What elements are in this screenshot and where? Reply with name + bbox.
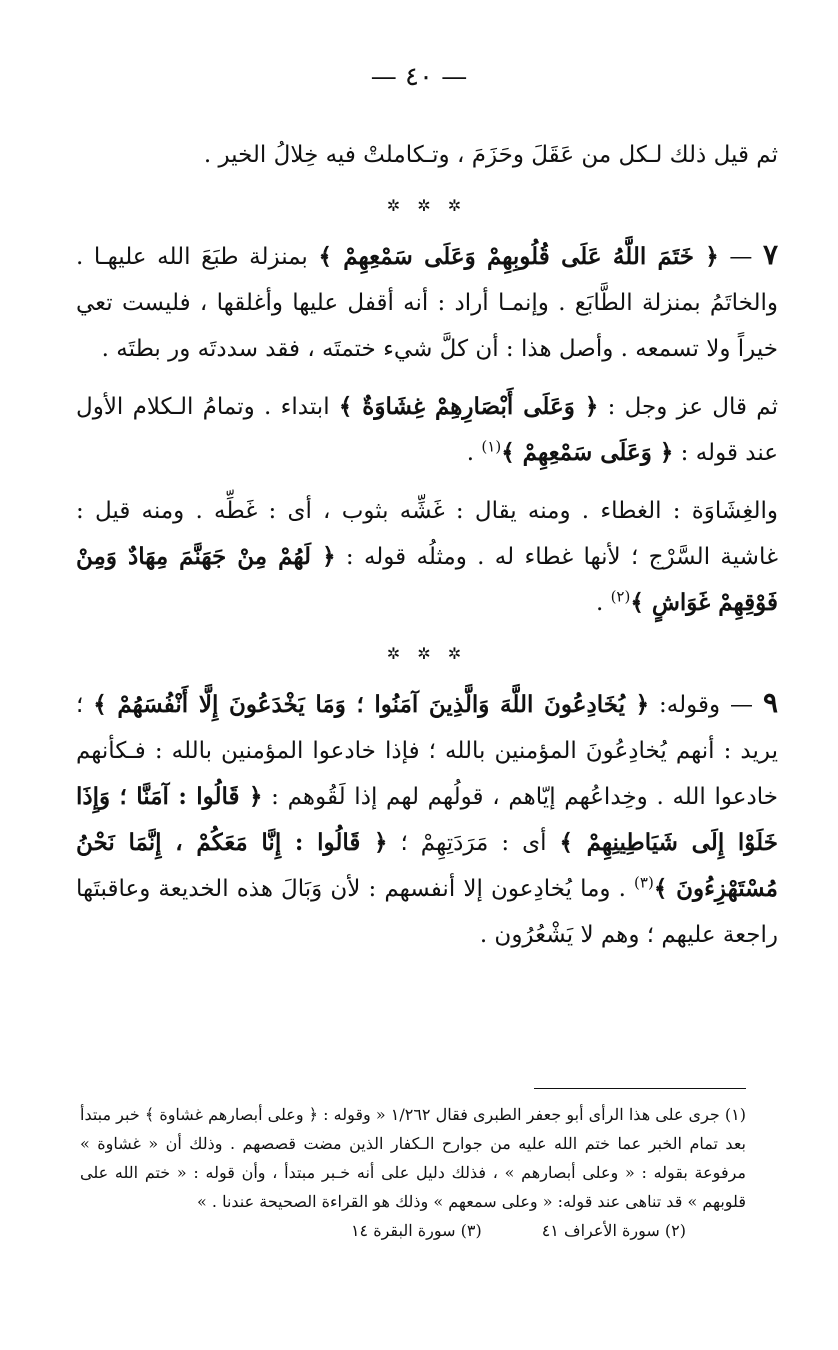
section-9-verse: ﴿ يُخَادِعُونَ اللَّهَ وَالَّذِينَ آمَنُوا ؛ وَمَا يَخْدَعُونَ إِلَّا أَنْفُسَهُمْ ﴾: [93, 691, 650, 718]
section-9-text-3: . وما يُخادِعون إلا أنفسهم : لأن وَبَالَ هذه الخديعة وعاقبتَها راجعة عليهم ؛ وهم لا يَشْعُرُون .: [76, 876, 778, 948]
footnote-2: (٢) سورة الأعراف ٤١: [541, 1221, 686, 1240]
section-7-dash: —: [718, 244, 763, 270]
section-7-verse-4: ﴿ لَهُمْ مِنْ جَهَنَّمَ مِهَادٌ وَمِنْ فَوْقِهِمْ غَوَاشٍ ﴾: [76, 543, 778, 616]
section-7-paragraph-3: [76, 488, 778, 626]
section-separator-2: ✲ ✲ ✲: [386, 644, 468, 663]
footnote-1: (١) جرى على هذا الرأى أبو جعفر الطبرى فقال ١/٢٦٢ « وقوله : ﴿ وعلى أبصارهم غشاوة ﴾ خبر مبتدأ بعد تمام الخبر عما ختم الله عليه من جوارح الـكفار الذين مضت قصصهم . وذلك أن « غشاوة » مرفوعة بقوله : « وعلى أبصارهم » ، فذلك دليل على أنه خـبر مبتدأ ، وأن قوله : « ختم الله على قلوبهم » قد تناهى عند قوله: « وعلى سمعهم » وذلك هو القراءة الصحيحة عندنا . »: [80, 1105, 746, 1211]
section-7-paragraph-1: [76, 232, 778, 372]
section-9-paragraph: [76, 680, 778, 958]
section-9-number: ٩: [762, 686, 779, 719]
section-9-lead: — وقوله:: [649, 692, 763, 718]
footnote-ref-2: (٢): [610, 587, 631, 606]
section-9-verse-2: ﴿ قَالُوا : آمَنَّا ؛ وَإِذَا خَلَوْا إِلَى شَيَاطِينِهِمْ ﴾: [76, 783, 778, 856]
section-7-para2-end: .: [466, 440, 482, 466]
intro-paragraph: ثم قيل ذلك لـكل من عَقَلَ وحَزَمَ ، وتـكاملتْ فيه خِلالُ الخير .: [203, 142, 778, 168]
section-7-verse-2: ﴿ وَعَلَى أَبْصَارِهِمْ غِشَاوَةٌ ﴾: [338, 393, 599, 420]
section-7-para3-end: .: [595, 590, 611, 616]
section-separator: ✲ ✲ ✲: [386, 196, 468, 215]
section-7-verse: ﴿ خَتَمَ اللَّهُ عَلَى قُلُوبِهِمْ وَعَلَى سَمْعِهِمْ ﴾: [318, 243, 719, 270]
section-9-text-2: أى : مَرَدَتِهِمْ ؛: [387, 830, 560, 856]
footnote-refs-row: [80, 1216, 746, 1245]
page-number: — ٤٠ —: [370, 62, 468, 92]
section-9-text-1: ؛ يريد : أنهم يُخادِعُونَ المؤمنين بالله ؛ فإذا خادعوا المؤمنين بالله : فـكأنهم خادعوا الله . وخِداعُهم إيّاهم ، قولُهم لهم إذا لَقُوهم :: [76, 692, 778, 810]
section-7-para2-intro: ثم قال عز وجل :: [598, 394, 778, 420]
main-text: [76, 132, 778, 970]
section-7-para3-intro: والغِشَاوَة : الغطاء . ومنه يقال : غَشِّه بثوب ، أى : غَطِّه . ومنه قيل : غاشية السَّرْج ؛ لأنها غطاء له . ومثلُه قوله :: [76, 498, 778, 570]
section-9-verse-3: ﴿ قَالُوا : إِنَّا مَعَكُمْ ، إِنَّمَا نَحْنُ مُسْتَهْزِءُونَ ﴾: [76, 829, 778, 902]
section-7-text: بمنزلة طبَعَ الله عليهـا . والخاتَمُ بمنزلة الطَّابَع . وإنمـا أراد : أنه أقفل عليها وأغلقها ، فليست تعي خيراً ولا تسمعه . وأصل هذا : أن كلَّ شيء ختمتَه ، فقد سددتَه ور بطتَه .: [76, 244, 778, 362]
footnote-3: (٣) سورة البقرة ١٤: [350, 1221, 482, 1240]
footnote-ref-1: (١): [481, 437, 502, 456]
footnotes: [80, 1100, 746, 1245]
section-7-verse-3: ﴿ وَعَلَى سَمْعِهِمْ ﴾: [501, 439, 674, 466]
footnote-ref-3: (٣): [634, 873, 654, 892]
section-7-paragraph-2: [76, 384, 778, 476]
footnote-divider: [534, 1088, 746, 1089]
section-7-number: ٧: [762, 238, 779, 271]
section-7-para2-middle: ابتداء . وتمامُ الـكلام الأول عند قوله :: [76, 394, 778, 466]
